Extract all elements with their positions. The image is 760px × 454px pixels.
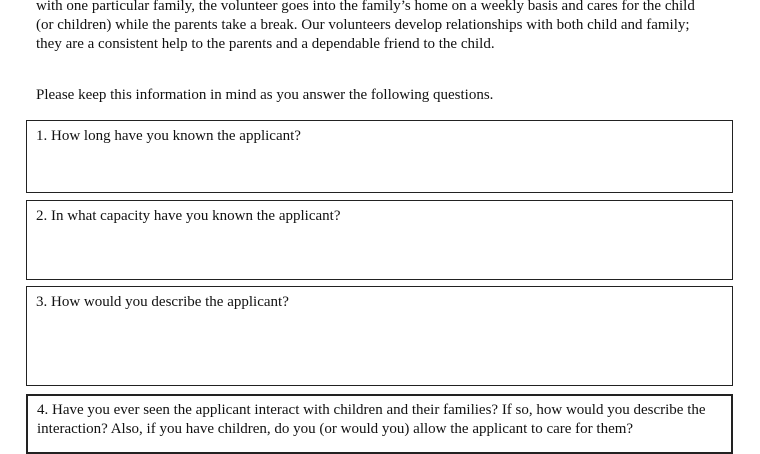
description-line: with one particular family, the volunteer goes into the family’s home on a weekly basis and cares for the child bbox=[36, 0, 695, 14]
description-line: they are a consistent help to the parents and a dependable friend to the child. bbox=[36, 36, 495, 52]
question-3-answer-box[interactable] bbox=[26, 286, 733, 386]
question-line: 2. In what capacity have you known the applicant? bbox=[36, 208, 341, 224]
question-4-answer-box[interactable] bbox=[26, 394, 733, 454]
question-line: 1. How long have you known the applicant? bbox=[36, 128, 301, 144]
question-line: 4. Have you ever seen the applicant interact with children and their families? If so, how would you describe the bbox=[37, 402, 706, 418]
question-2-answer-box[interactable] bbox=[26, 200, 733, 280]
question-line: 3. How would you describe the applicant? bbox=[36, 294, 289, 310]
question-3-text bbox=[36, 293, 289, 312]
question-1-text bbox=[36, 127, 301, 146]
question-4-text bbox=[37, 401, 706, 439]
program-description bbox=[36, 0, 726, 54]
question-2-text bbox=[36, 207, 340, 226]
question-1-answer-box[interactable] bbox=[26, 120, 733, 193]
instruction-text: Please keep this information in mind as you answer the following questions. bbox=[36, 87, 494, 103]
description-line: (or children) while the parents take a break. Our volunteers develop relationships with both child and family; bbox=[36, 17, 690, 33]
question-line: interaction? Also, if you have children, do you (or would you) allow the applicant to care for them? bbox=[37, 421, 634, 437]
